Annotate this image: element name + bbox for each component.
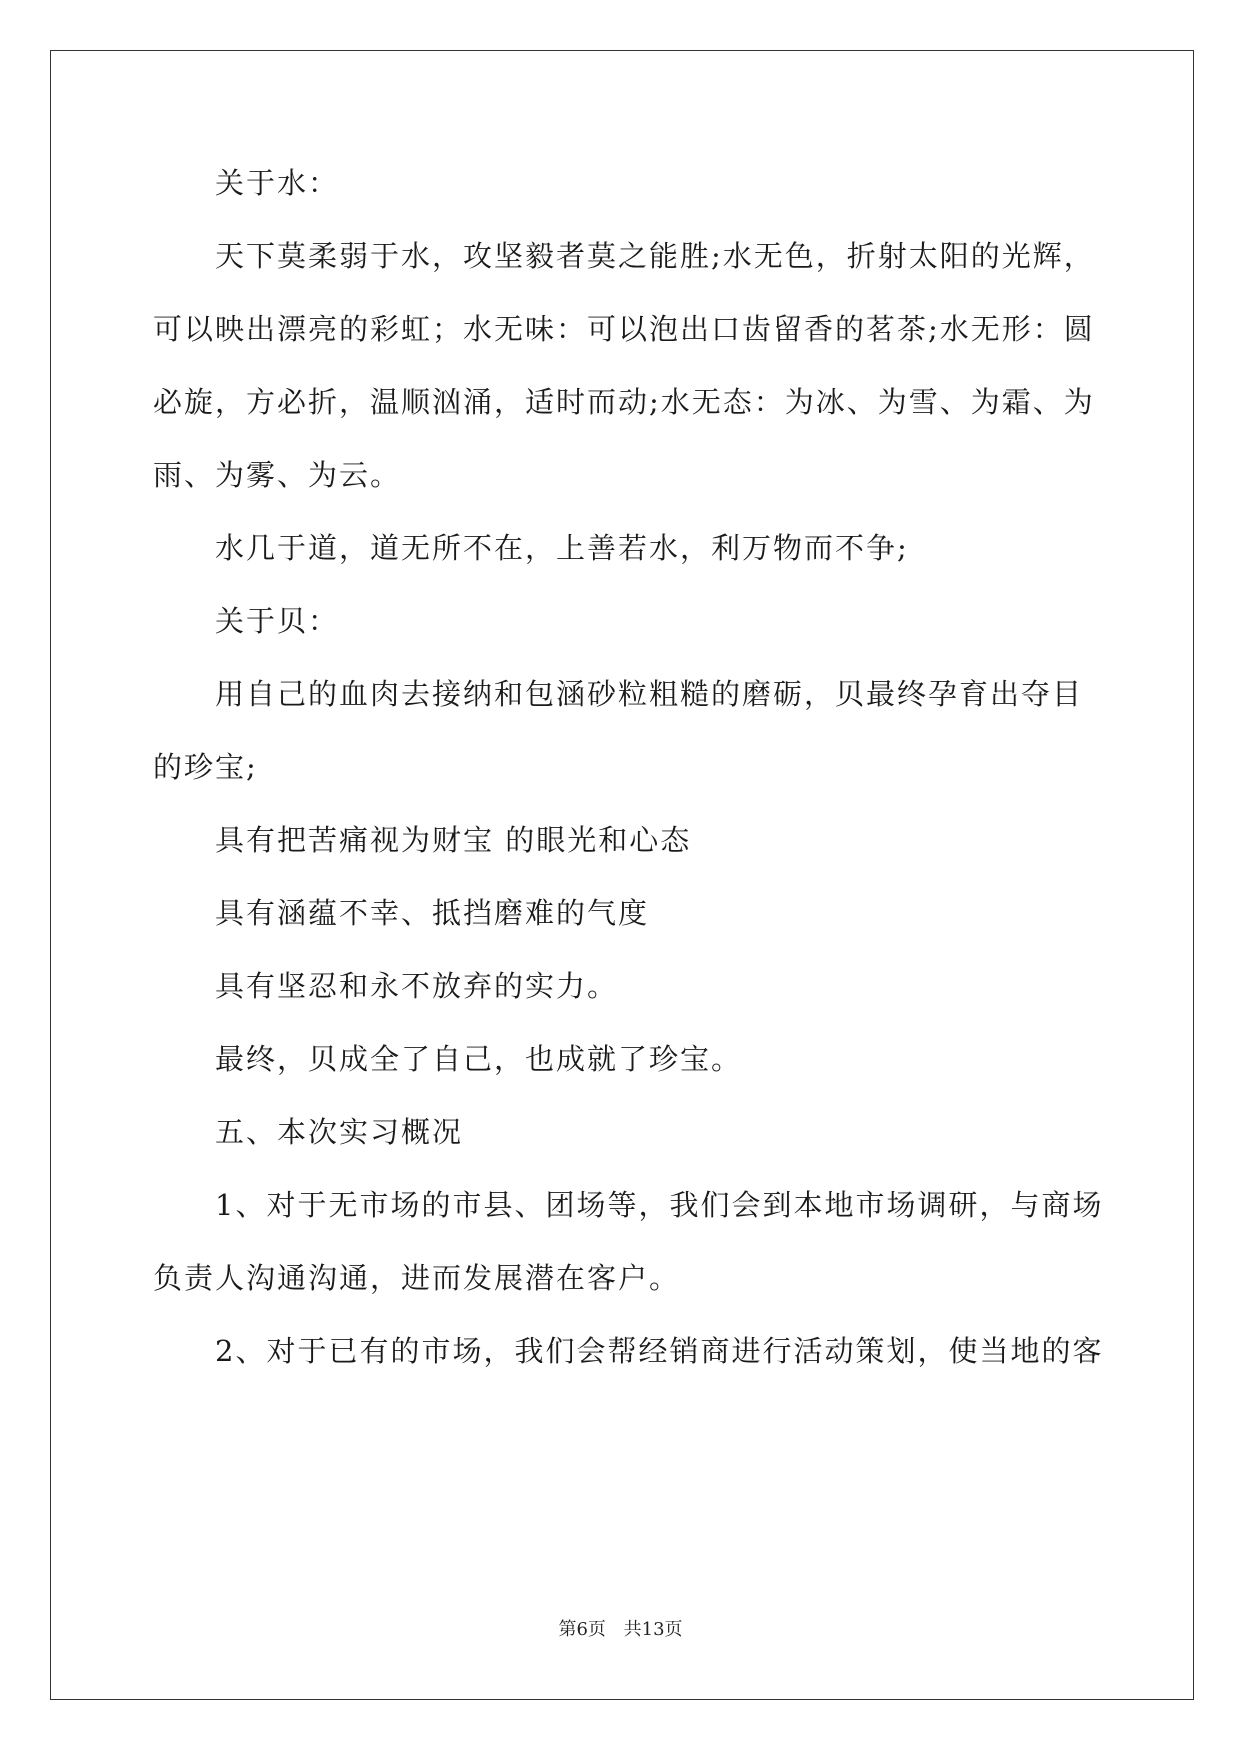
paragraph-line: 雨、为雾、为云。 [153, 458, 402, 492]
paragraph-line: 用自己的血肉去接纳和包涵砂粒粗糙的磨砺，贝最终孕育出夺目 [215, 677, 1084, 711]
paragraph-line: 具有涵蕴不幸、抵挡磨难的气度 [215, 896, 650, 930]
page-number: 第6页 [558, 1619, 606, 1640]
paragraph-line: 天下莫柔弱于水，攻坚毅者莫之能胜;水无色，折射太阳的光辉， [215, 239, 1095, 273]
paragraph-line: 具有坚忍和永不放弃的实力。 [215, 969, 619, 1003]
heading-shell: 关于贝： [215, 604, 340, 638]
heading-water: 关于水： [215, 166, 340, 200]
paragraph-line: 负责人沟通沟通，进而发展潜在客户。 [153, 1261, 681, 1295]
page-border [50, 50, 1194, 1700]
paragraph-line: 最终，贝成全了自己，也成就了珍宝。 [215, 1042, 743, 1076]
paragraph-line: 的珍宝; [153, 750, 258, 784]
paragraph-line: 可以映出漂亮的彩虹；水无味：可以泡出口齿留香的茗茶;水无形：圆 [153, 312, 1095, 346]
paragraph-line: 水几于道，道无所不在，上善若水，利万物而不争; [215, 531, 909, 565]
section-heading: 五、本次实习概况 [215, 1115, 464, 1149]
paragraph-line: 2、对于已有的市场，我们会帮经销商进行活动策划，使当地的客 [215, 1334, 1104, 1368]
paragraph-line: 1、对于无市场的市县、团场等，我们会到本地市场调研，与商场 [215, 1188, 1104, 1222]
paragraph-line: 具有把苦痛视为财宝 的眼光和心态 [215, 823, 692, 857]
page-footer [0, 1615, 1241, 1641]
paragraph-line: 必旋，方必折，温顺汹涌，适时而动;水无态：为冰、为雪、为霜、为 [153, 385, 1095, 419]
page-total: 共13页 [623, 1619, 683, 1640]
